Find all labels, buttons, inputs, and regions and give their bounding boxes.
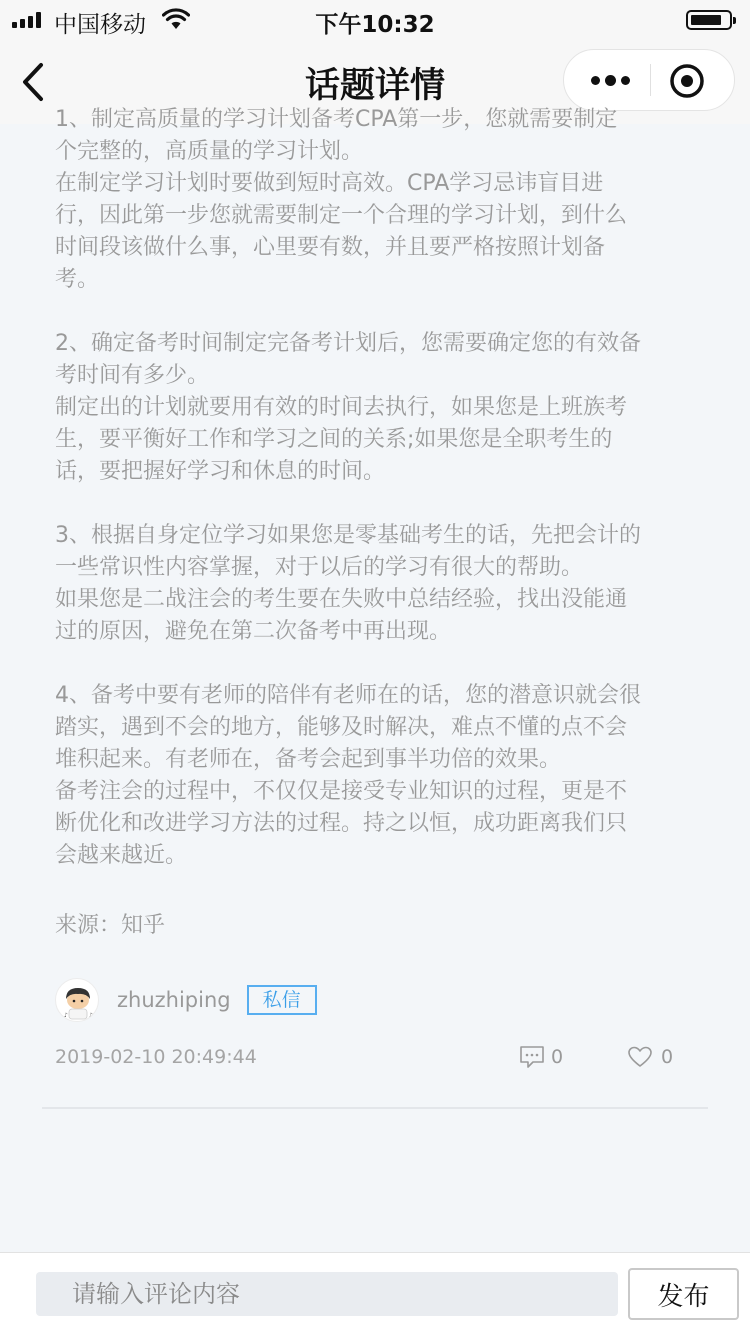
status-time: 下午10:32	[315, 12, 435, 38]
battery-icon	[686, 10, 732, 30]
comment-bubble-icon	[519, 1045, 545, 1069]
status-bar	[0, 0, 750, 40]
svg-text:♪: ♪	[64, 1012, 68, 1019]
miniprogram-capsule	[563, 49, 735, 111]
capsule-divider	[650, 64, 651, 96]
page-title: 话题详情	[304, 66, 445, 106]
comment-bar	[0, 1252, 750, 1334]
author-username[interactable]: zhuzhiping	[117, 988, 231, 1012]
article-paragraph: 1、制定高质量的学习计划备考CPA第一步，您就需要制定 个完整的，高质量的学习计划。 在制定学习计划时要做到短时高效。CPA学习忌讳盲目进 行，因此第一步您就需要制定一个合理的学习计划，到什么 时间段该做什么事，心里要有数，并且要严格按照计划备 考。	[55, 107, 628, 292]
comment-input[interactable]	[36, 1272, 618, 1316]
article-paragraph: 2、确定备考时间制定完备考计划后，您需要确定您的有效备 考时间有多少。 制定出的计划就要用有效的时间去执行，如果您是上班族考 生，要平衡好工作和学习之间的关系;如果您是全职考生的 话，要把握好学习和休息的时间。	[55, 331, 641, 484]
comment-button[interactable]	[519, 1045, 563, 1069]
more-options-icon[interactable]	[580, 50, 640, 110]
carrier-name: 中国移动	[54, 12, 146, 38]
publish-button[interactable]: 发布	[628, 1268, 739, 1320]
article-paragraph: 3、根据自身定位学习如果您是零基础考生的话，先把会计的 一些常识性内容掌握，对于以后的学习有很大的帮助。 如果您是二战注会的考生要在失败中总结经验，找出没能通 过的原因，避免在第二次备考中再出现。	[55, 523, 641, 644]
close-miniprogram-icon[interactable]	[668, 62, 706, 100]
comment-count: 0	[551, 1046, 564, 1068]
article-source: 来源：知乎	[55, 913, 166, 938]
svg-text:♪: ♪	[89, 1012, 93, 1019]
section-divider	[42, 1107, 708, 1109]
avatar-cartoon-icon	[56, 979, 99, 1022]
article-paragraph: 4、备考中要有老师的陪伴有老师在的话，您的潜意识就会很 踏实，遇到不会的地方，能够及时解决，难点不懂的点不会 堆积起来。有老师在，备考会起到事半功倍的效果。 备考注会的过程中，不仅仅是接受专业知识的过程，更是不 断优化和改进学习方法的过程。持之以恒，成功距离我们只 会越来越近。	[55, 683, 641, 868]
article-body	[55, 104, 705, 904]
post-date: 2019-02-10 20:49:44	[55, 1046, 257, 1068]
like-count: 0	[661, 1046, 674, 1068]
author-row	[55, 977, 317, 1023]
private-message-button[interactable]: 私信	[247, 985, 317, 1015]
post-meta	[55, 1046, 685, 1074]
heart-icon	[627, 1045, 653, 1069]
avatar[interactable]	[55, 978, 99, 1022]
like-button[interactable]	[627, 1045, 673, 1069]
